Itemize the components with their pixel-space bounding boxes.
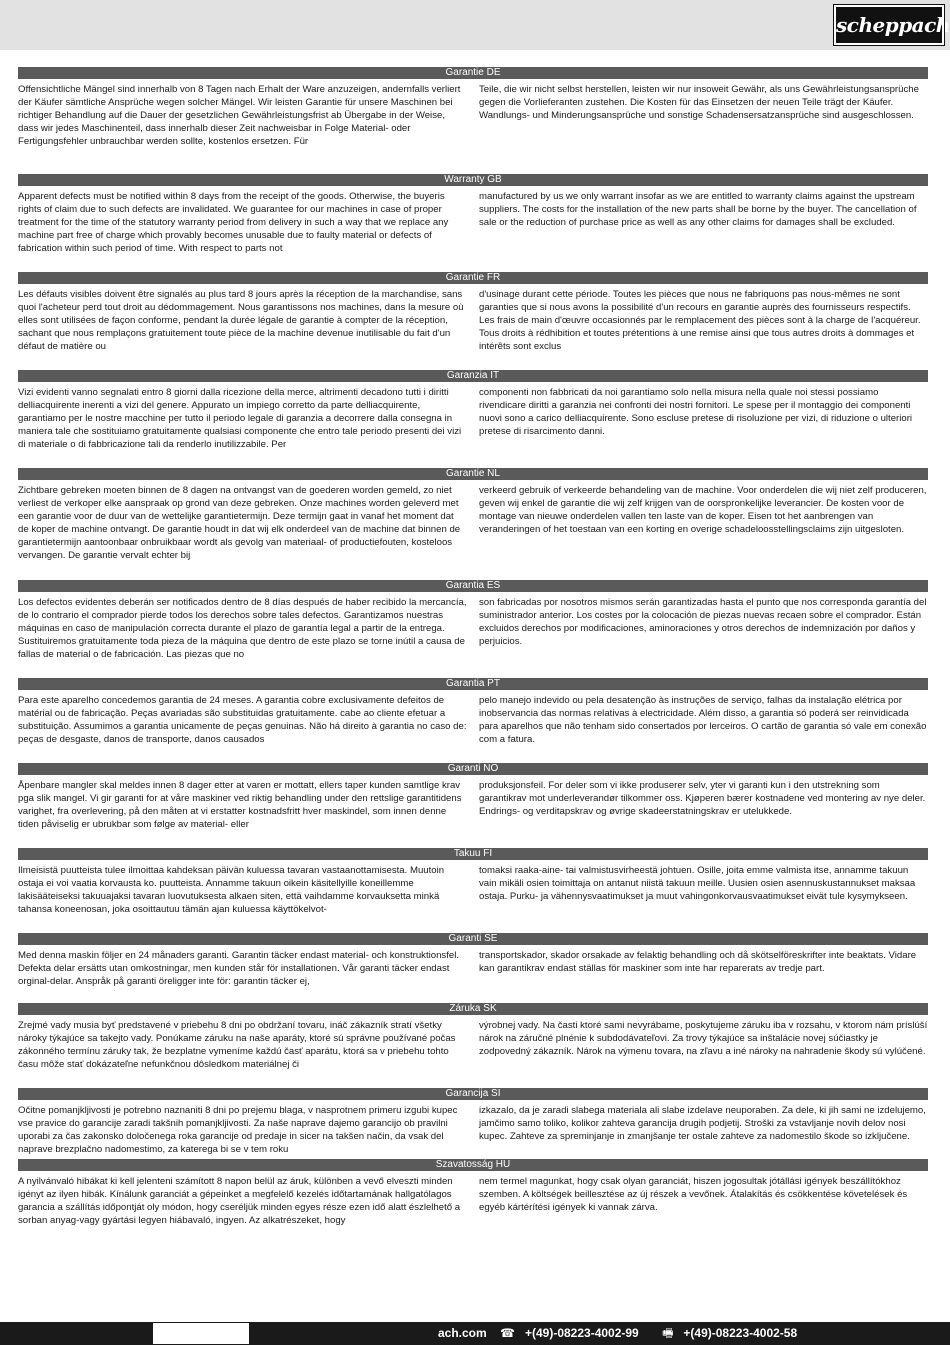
footer-web[interactable]: ach.com bbox=[438, 1326, 487, 1340]
warranty-content bbox=[18, 67, 928, 1239]
section-de bbox=[18, 67, 928, 174]
section-title: Warranty GB bbox=[18, 174, 928, 186]
top-bar bbox=[0, 0, 950, 50]
section-gb bbox=[18, 174, 928, 272]
section-title: Szavatosság HU bbox=[18, 1159, 928, 1171]
section-it bbox=[18, 370, 928, 468]
section-hu bbox=[18, 1159, 928, 1239]
section-text-left: Zrejmé vady musia byť predstavené v priebehu 8 dni po obdržaní tovaru, ináč zákazník stratí všetky nároky týkajúce sa takejto vady. Ponúkame záruku na naše aparáty, ktoré sú správne používané počas zákonného termínu záruky tak, že bezplatne vymeníme každú časť aparátu, ktorá sa v priebehu tohto času môže stať dokázateľne nefunkčnou dôsledkom materiálnej či bbox=[18, 1020, 456, 1070]
section-title: Záruka SK bbox=[18, 1003, 928, 1015]
footer-fax-group bbox=[662, 1326, 807, 1340]
footer-phone[interactable]: +(49)-08223-4002-99 bbox=[524, 1326, 639, 1340]
section-title: Garanti SE bbox=[18, 933, 928, 945]
fax-icon: 🖷 bbox=[662, 1326, 674, 1340]
section-title: Garantia PT bbox=[18, 678, 928, 690]
footer-bar bbox=[0, 1322, 950, 1345]
section-text-right: Teile, die wir nicht selbst herstellen, leisten wir nur insoweit Gewähr, als uns Gewährleistungsansprüche gegen die Vorlieferanten zustehen. Die Kosten für das Einsetzen der neuen Teile trägt der Käufer. Wandlungs- und Minderungsansprüche und sonstige Schadensersatzansprüche sind ausgeschlossen. bbox=[479, 84, 919, 121]
section-fr bbox=[18, 272, 928, 370]
section-text-left: Med denna maskin följer en 24 månaders garanti. Garantin täcker endast material- och konstruktionsfel. Defekta delar ersätts utan omkostningar, men kunden står för installationen. Vår garanti täcker endast orginal-delar. Anspråk på garanti öreligger inte för: garantin täcker ej, bbox=[18, 950, 460, 987]
section-text-left: Vizi evidenti vanno segnalati entro 8 giorni dalla ricezione della merce, altrimenti decadono tutti i diritti delliacquirente inerenti a vizi del genere. Appurato un impiego corretto da parte delliacquirente, garantiamo per le nostre macchine per tutto il periodo legale di garanzia a decorrere dalla consegna in maniera tale che sostituiamo gratuitamente qualsiasi componente che entro tale periodo presenti dei vizi di materiale o di fabbricazione tali da renderlo inutilizzabile. Per bbox=[18, 387, 462, 450]
section-text-right: componenti non fabbricati da noi garantiamo solo nella misura nella quale noi stessi possiamo rivendicare diritti a garanzia nei confronti dei nostri fornitori. Le spese per il montaggio dei componenti nuovi sono a carico delliacquirente. Sono escluse pretese di risoluzione per vizi, di riduzione o ulteriori pretese di risarcimento danni. bbox=[479, 387, 913, 437]
section-title: Takuu FI bbox=[18, 848, 928, 860]
section-es bbox=[18, 580, 928, 678]
section-title: Garancija SI bbox=[18, 1088, 928, 1100]
section-text-right: tomaksi raaka-aine- tai valmistusvirheestä johtuen. Osille, joita emme valmista itse, annamme takuun vain mikäli osien toimittaja on antanut niistä takuun meille. Uusien osien asennuskustannukset maksaa ostaja. Purku- ja vähennysvaatimukset ja muut vahingonkorvausvaatimukset eivät tule kysymykseen. bbox=[479, 865, 916, 902]
section-text-left: Para este aparelho concedemos garantia de 24 meses. A garantia cobre exclusivamente defeitos de matérial ou de fabricação. Peças avariadas são substituidas gratuitamente. cabe ao cliente efetuar a substituição. Assumimos a garantia unicamente de peças genuinas. Não há direito à garantia no caso de: peças de desgaste, danos de transporte, danos causados bbox=[18, 695, 467, 745]
footer-contact bbox=[438, 1325, 817, 1341]
section-no bbox=[18, 763, 928, 848]
section-text-left: Åpenbare mangler skal meldes innen 8 dager etter at varen er mottatt, ellers taper kunden samtlige krav pga slik mangel. Vi gir garanti for at våre maskiner ved riktig behandling under den rettslige garantitidens varighet, fra overlevering, på den måten at vi erstatter kostnadsfritt hver maskindel, som innen denne tiden påviselig er ubrukbar som følge av material- eller bbox=[18, 780, 462, 830]
section-title: Garantie FR bbox=[18, 272, 928, 284]
section-text-left: Offensichtliche Mängel sind innerhalb von 8 Tagen nach Erhalt der Ware anzuzeigen, andernfalls verliert der Käufer sämtliche Ansprüche wegen solcher Mängel. Wir leisten Garantie für unsere Maschinen bei richtiger Behandlung auf die Dauer der gesetzlichen Gewährleistungsfrist ab Übergabe in der Weise, dass wir jedes Maschinenteil, dass innerhalb dieser Zeit nachweisbar in Folge Material- oder Fertigungsfehler unbrauchbar werden sollte, kostenlos ersetzen. Für bbox=[18, 84, 461, 147]
section-text-right: výrobnej vady. Na časti ktoré sami nevyrábame, poskytujeme záruku iba v rozsahu, v ktorom nám príslúší nárok na záručné plnénie k subdodávateľovi. Za trovy týkajúce sa inštalácie novej súčiastky je zodpovedný zákazník. Nárok na výmenu tovara, na zľavu a iné nároky na nahradenie škody sú vylúčené. bbox=[479, 1020, 928, 1057]
section-text-right: izkazalo, da je zaradi slabega materiala ali slabe izdelave neuporaben. Za dele, ki jih sami ne izdelujemo, jamčimo samo toliko, kolikor zahteva garancija drugih podjetij. Stroški za vstavljanje novih delov nosi kupec. Zahteve za spreminjanje in zmanjšanje ter ostale zahteve za nadomestilo škode so izključene. bbox=[479, 1105, 926, 1142]
section-text-left: Los defectos evidentes deberán ser notificados dentro de 8 días después de haber recibido la mercancía, de lo contrario el comprador pierde todos los derechos sobre tales defectos. Garantizamos nuestras máquinas en caso de manipulación correcta durante el plazo de garantía legal a partir de la entrega. Sustituiremos gratuitamente toda pieza de la máquina que dentro de este plazo se torne inútil a causa de fallas de material o de fabricación. Las piezas que no bbox=[18, 597, 467, 660]
section-title: Garantia ES bbox=[18, 580, 928, 592]
brand-logo: scheppach bbox=[834, 5, 944, 45]
section-title: Garanzia IT bbox=[18, 370, 928, 382]
section-text-left: Ilmeisistä puutteista tulee ilmoittaa kahdeksan päivän kuluessa tavaran vastaanottamisesta. Muutoin ostaja ei voi vaatia korvausta ko. puutteista. Annamme takuun oikein käsitellyille koneillemme lakisääteiseksi takuuajaksi tavaran luovutuksesta alkaen siten, että vaihdamme korvauksetta minkä tahansa koneenosan, joka osoittautuu tämän ajan kuluessa käyttökelvot- bbox=[18, 865, 445, 915]
section-fi bbox=[18, 848, 928, 933]
section-se bbox=[18, 933, 928, 1003]
phone-icon: ☎ bbox=[500, 1326, 515, 1340]
section-text-right: d'usinage durant cette période. Toutes les pièces que nous ne fabriquons pas nous-mêmes ne sont garanties que si nous avons la possibilité d'un recours en garantie auprès des fournisseurs respectifs. Les frais de main d'œuvre occasionnés par le remplacement des pièces sont à la charge de l'acquéreur. Tous droits à rédhibition et toutes prétentions à une remise ainsi que tous autres droits à dommages et intérêts sont exclus bbox=[479, 289, 921, 352]
section-title: Garantie DE bbox=[18, 67, 928, 79]
footer-fax: +(49)-08223-4002-58 bbox=[683, 1326, 798, 1340]
section-title: Garantie NL bbox=[18, 468, 928, 480]
section-title: Garanti NO bbox=[18, 763, 928, 775]
section-text-right: produksjonsfeil. For deler som vi ikke produserer selv, yter vi garanti kun i den utstrekning som garantikrav mot underleverandør tilkommer oss. Kjøperen bærer kostnadene ved montering av nye deler. Endrings- og verditapskrav og øvrige skadeerstatningskrav er utelukkede. bbox=[479, 780, 926, 817]
section-text-left: Zichtbare gebreken moeten binnen de 8 dagen na ontvangst van de goederen worden gemeld, zo niet verliest de verkoper elke aanspraak op grond van deze gebreken. Onze machines worden geleverd met een garantie voor de duur van de wettelijke garantietermijn. Deze termijn gaat in vanaf het moment dat de koper de machine ontvangt. De garantie houdt in dat wij elk onderdeel van de machine dat binnen de garantietermijn aantoonbaar onbruikbaar wordt als gevolg van materiaal- of productiefouten, kosteloos vervangen. De garantie vervalt echter bij bbox=[18, 485, 461, 561]
section-sk bbox=[18, 1003, 928, 1088]
footer-white-block bbox=[153, 1323, 249, 1344]
section-text-right: manufactured by us we only warrant insofar as we are entitled to warranty claims against the upstream suppliers. The costs for the installation of the new parts shall be borne by the buyer. The cancellation of sale or the reduction of purchase price as well as any other claims for damages shall be excluded. bbox=[479, 191, 917, 228]
section-si bbox=[18, 1088, 928, 1159]
section-text-left: Les défauts visibles doivent être signalés au plus tard 8 jours après la réception de la marchandise, sans quoi l'acheteur perd tout droit au dédommagement. Nous garantissons nos machines, dans la mesure où elles sont utilisées de façon conforme, pendant la durée légale de garantie à compter de la réception, sachant que nous remplaçons gratuitement toute pièce de la machine devenue inutilisable du fait d'un défaut de matière ou bbox=[18, 289, 464, 352]
section-text-left: A nyilvánvaló hibákat ki kell jelenteni számított 8 napon belül az áruk, különben a vevő elveszti minden igényt az ilyen hibák. Kínálunk garanciát a gépeinket a megfelelő kezelés időtartamának hallgatólagos garancia a szállítás időpontját oly módon, hogy cseréljük minden egyes része ezen idő alatt észlelhető a sorban anyag-vagy gyártási legyen hiábavaló, ingyen. Az alkatrészeket, hogy bbox=[18, 1176, 461, 1226]
section-pt bbox=[18, 678, 928, 763]
section-text-right: son fabricadas por nosotros mismos serán garantizadas hasta el punto que nos corresponda garantía del suministrador anterior. Los costes por la colocación de piezas nuevas recaen sobre el comprador. Están excluidos derechos por modificaciones, aminoraciones y otros derechos de indemnización por daños y perjuicios. bbox=[479, 597, 927, 647]
section-nl bbox=[18, 468, 928, 580]
section-text-right: transportskador, skador orsakade av felaktig behandling och då skötselföreskrifter inte beaktats. Vidare kan garantikrav endast ställas för maskiner som inte har reparerats av tredje part. bbox=[479, 950, 917, 974]
section-text-right: nem termel magunkat, hogy csak olyan garanciát, hiszen jogosultak jótállási igények beszállítókhoz szemben. A költségek beillesztése az új részek a vevőnek. Átalakítás és csökkentése követelések és egyéb kártérítési igények ki vannak zárva. bbox=[479, 1176, 908, 1213]
section-text-left: Apparent defects must be notified within 8 days from the receipt of the goods. Otherwise, the buyeris rights of claim due to such defects are invalidated. We guarantee for our machines in case of proper treatment for the time of the statutory warranty period from delivery in such a way that we replace any machine part free of charge which provably becomes unusable due to faulty material or defects of fabrication within such period of time. With respect to parts not bbox=[18, 191, 449, 254]
footer-phone-group bbox=[500, 1326, 649, 1340]
section-text-right: pelo manejo indevido ou pela desatenção às instruções de serviço, falhas da instalação elétrica por inobservancia das normas relativas à electricidade. Além disso, a garantia só poderá ser reinvidicada para aparelhos que não tenham sido consertados por lerceiros. O cartão de garantia só vale em conexão com a fatura. bbox=[479, 695, 927, 745]
section-text-right: verkeerd gebruik of verkeerde behandeling van de machine. Voor onderdelen die wij niet zelf produceren, geven wij enkel de garantie die wij zelf krijgen van de oorspronkelijke leverancier. De kosten voor de montage van nieuwe onderdelen vallen ten laste van de koper. Eisen tot het aanbrengen van veranderingen of het toestaan van een korting en overige schadeloosstellingsclaims zijn uitgesloten. bbox=[479, 485, 927, 535]
section-text-left: Očitne pomanjkljivosti je potrebno naznaniti 8 dni po prejemu blaga, v nasprotnem primeru izgubi kupec vse pravice do garancije zaradi takšnih pomanjkljivosti. Za naše naprave dajemo garancijo ob pravilni uporabi za čas zakonsko določenega roka garancije od predaje in sicer na takšen način, da vsak del naprave brezplačno nadomestimo, za katerega bi se v tem roku bbox=[18, 1105, 458, 1155]
